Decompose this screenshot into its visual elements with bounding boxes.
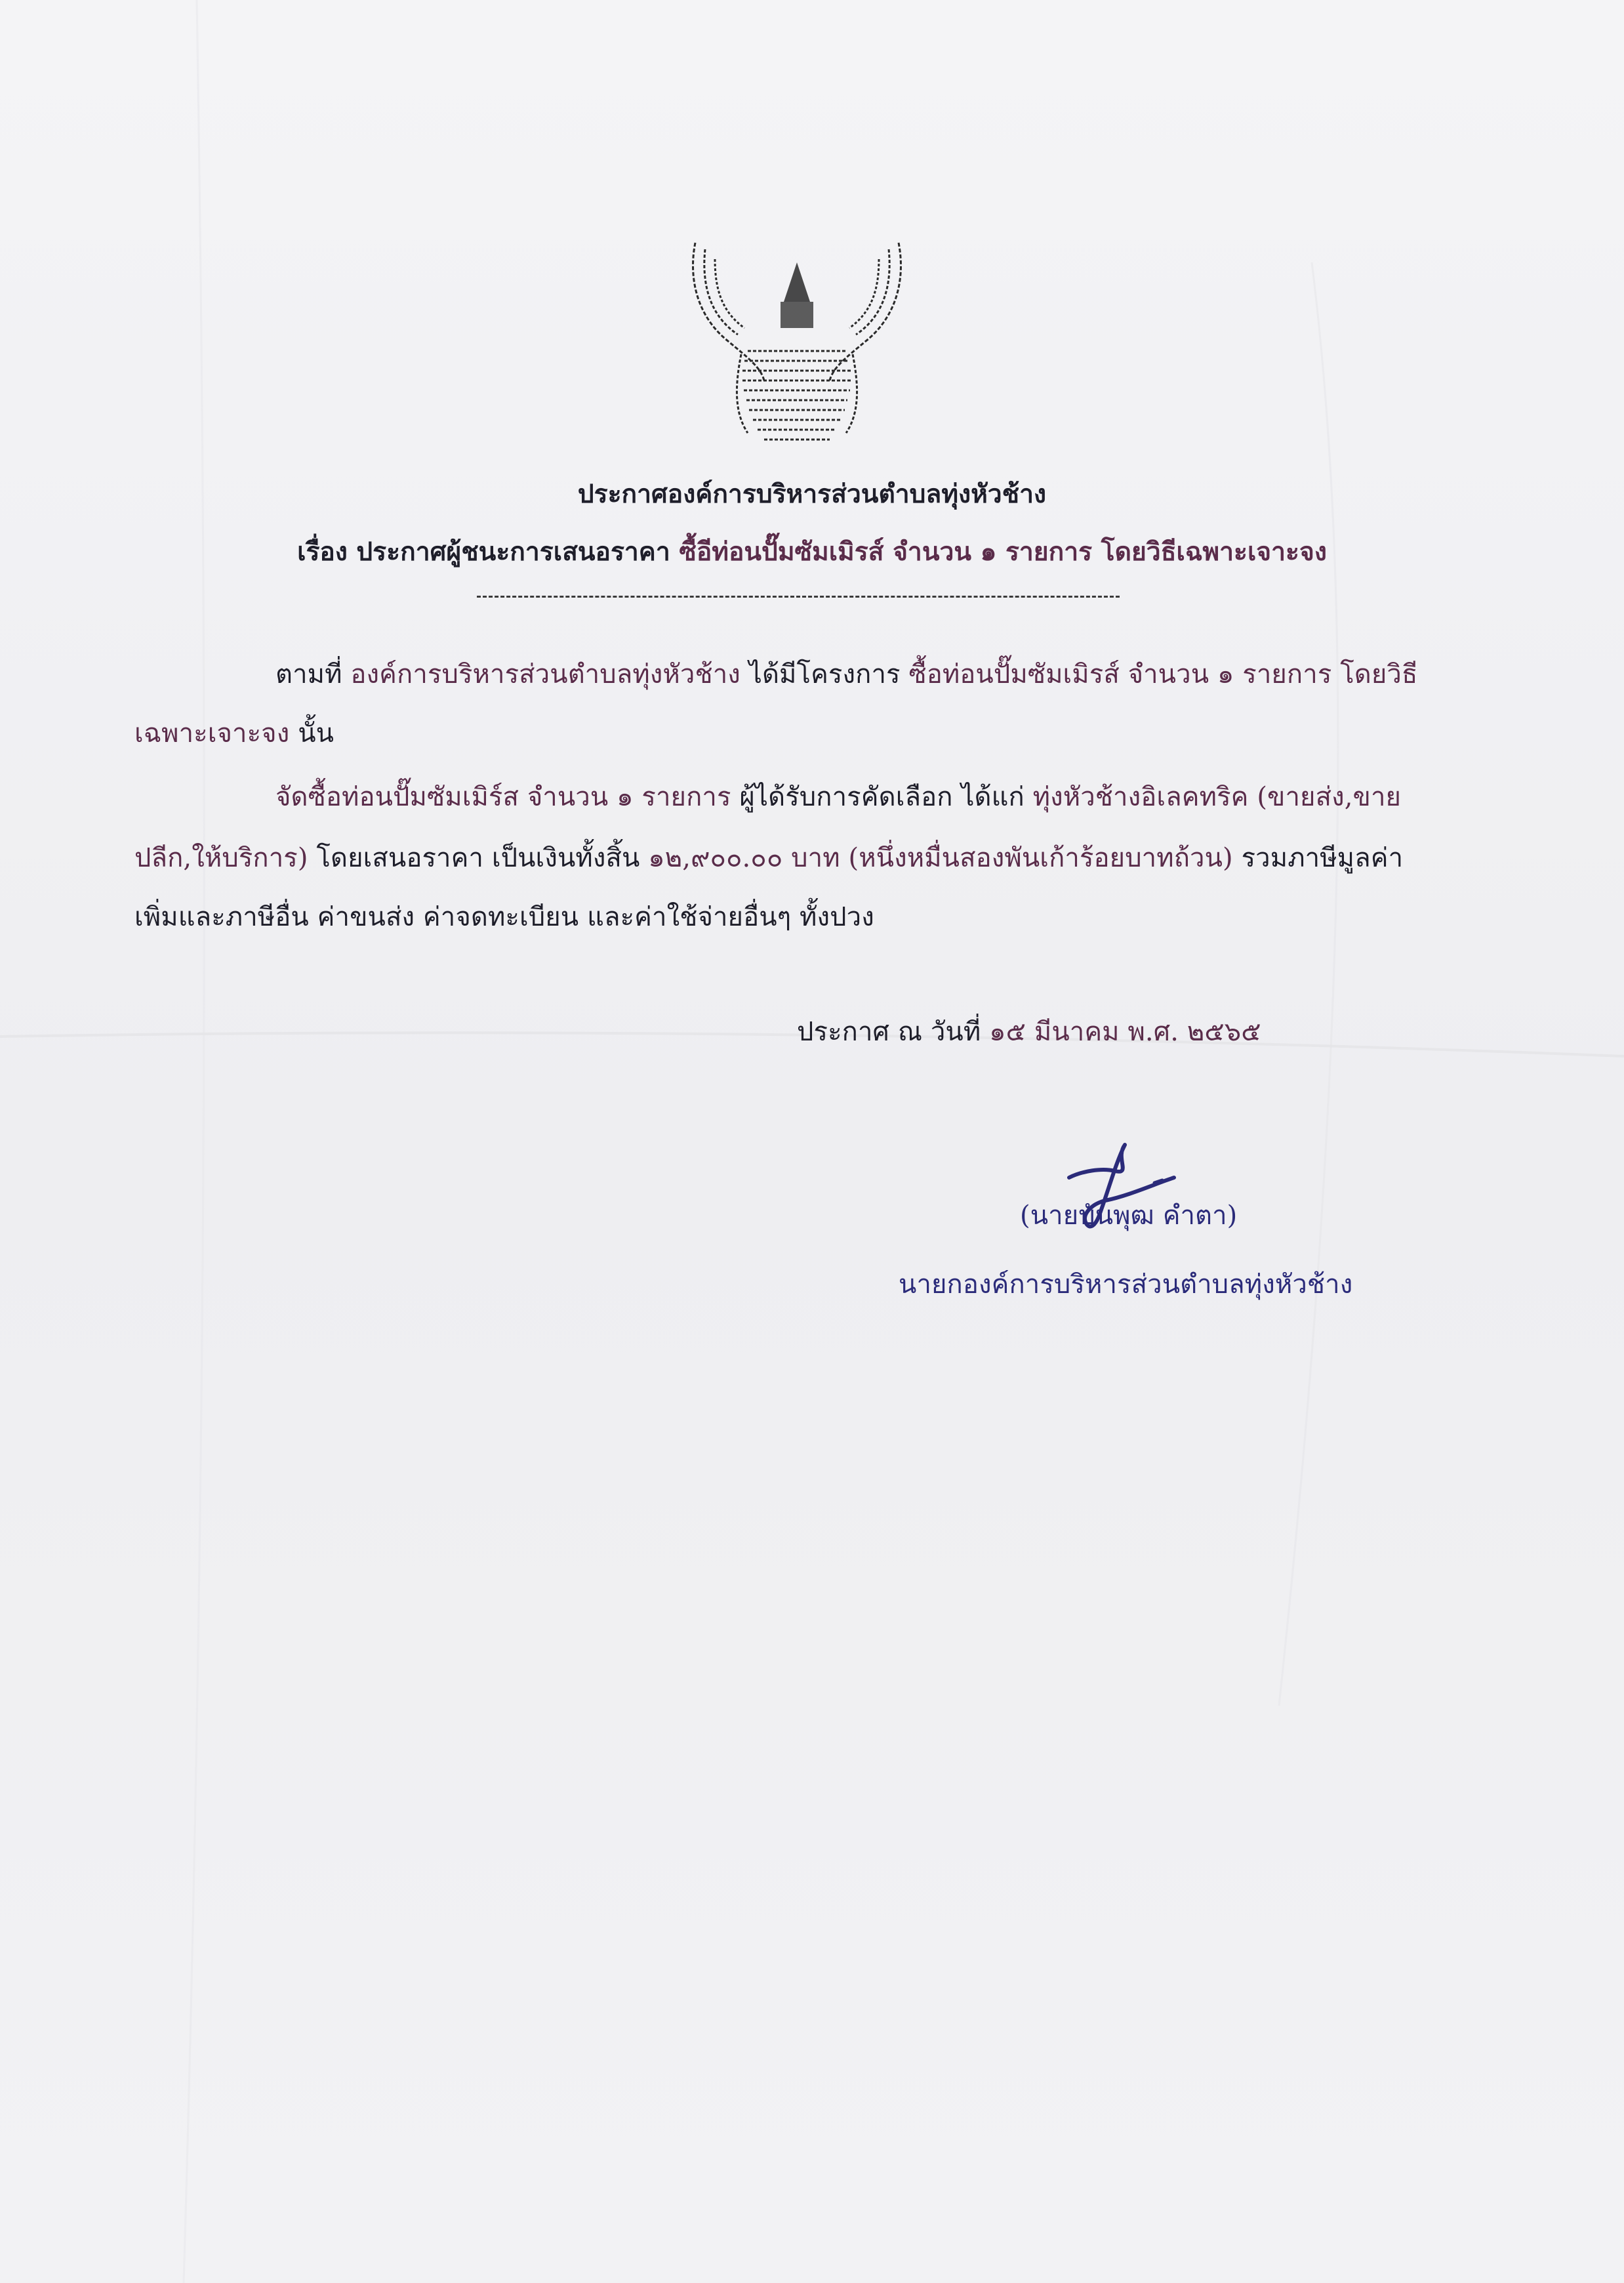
announcement-title: ประกาศองค์การบริหารส่วนตำบลทุ่งหัวช้าง: [577, 479, 1047, 509]
divider-line: [477, 596, 1120, 598]
subject-detail: ซื้อีท่อนปั๊มซัมเมิรส์ จำนวน ๑ รายการ โดยวิธีเฉพาะเจาะจง: [679, 537, 1327, 567]
text-segment: นั้น: [298, 718, 335, 749]
text-segment: ได้มีโครงการ: [748, 659, 901, 689]
paragraph-1-line-2: [134, 712, 334, 754]
paragraph-2-line-1: [275, 775, 1401, 817]
announcement-date: ๑๕ มีนาคม พ.ศ. ๒๕๖๕: [989, 1017, 1261, 1047]
vendor-type: ปลีก,ให้บริการ): [134, 843, 308, 873]
paragraph-1-line-1: [275, 653, 1418, 695]
signatory-name: (นายบันพุฒ คำตา): [1020, 1201, 1238, 1231]
text-segment: โดยเสนอราคา เป็นเงินทั้งสิ้น: [316, 843, 640, 873]
date-prefix: ประกาศ ณ วันที่: [797, 1017, 981, 1047]
bid-amount: ๑๒,๙๐๐.๐๐ บาท (หนึ่งหมื่นสองพันเก้าร้อยบาทถ้วน): [648, 843, 1233, 873]
project-name: ซื้อท่อนปั๊มซัมเมิรส์ จำนวน ๑ รายการ โดยวิธี: [908, 659, 1418, 689]
paragraph-2-line-2: [134, 836, 1403, 878]
winning-vendor: ทุ่งหัวช้างอิเลคทริค (ขายส่ง,ขาย: [1032, 782, 1402, 812]
text-segment: ตามที่: [275, 659, 342, 689]
announcement-date-line: [797, 1010, 1261, 1052]
text-segment: รวมภาษีมูลค่า: [1241, 843, 1404, 873]
paragraph-2-line-3: เพิ่มและภาษีอื่น ค่าขนส่ง ค่าจดทะเบียน และค่าใช้จ่ายอื่นๆ ทั้งปวง: [134, 902, 874, 932]
purchase-item: จัดซื้อท่อนปั๊มซัมเมิร์ส จำนวน ๑ รายการ: [275, 782, 731, 812]
subject-prefix: เรื่อง ประกาศผู้ชนะการเสนอราคา: [297, 537, 670, 567]
organization-name: องค์การบริหารส่วนตำบลทุ่งหัวช้าง: [350, 659, 741, 689]
garuda-emblem-icon: [689, 236, 905, 453]
signatory-position: นายกองค์การบริหารส่วนตำบลทุ่งหัวช้าง: [899, 1269, 1353, 1300]
procurement-method: เฉพาะเจาะจง: [134, 718, 290, 749]
text-segment: ผู้ได้รับการคัดเลือก ได้แก่: [739, 782, 1025, 812]
announcement-subject: [0, 531, 1624, 572]
